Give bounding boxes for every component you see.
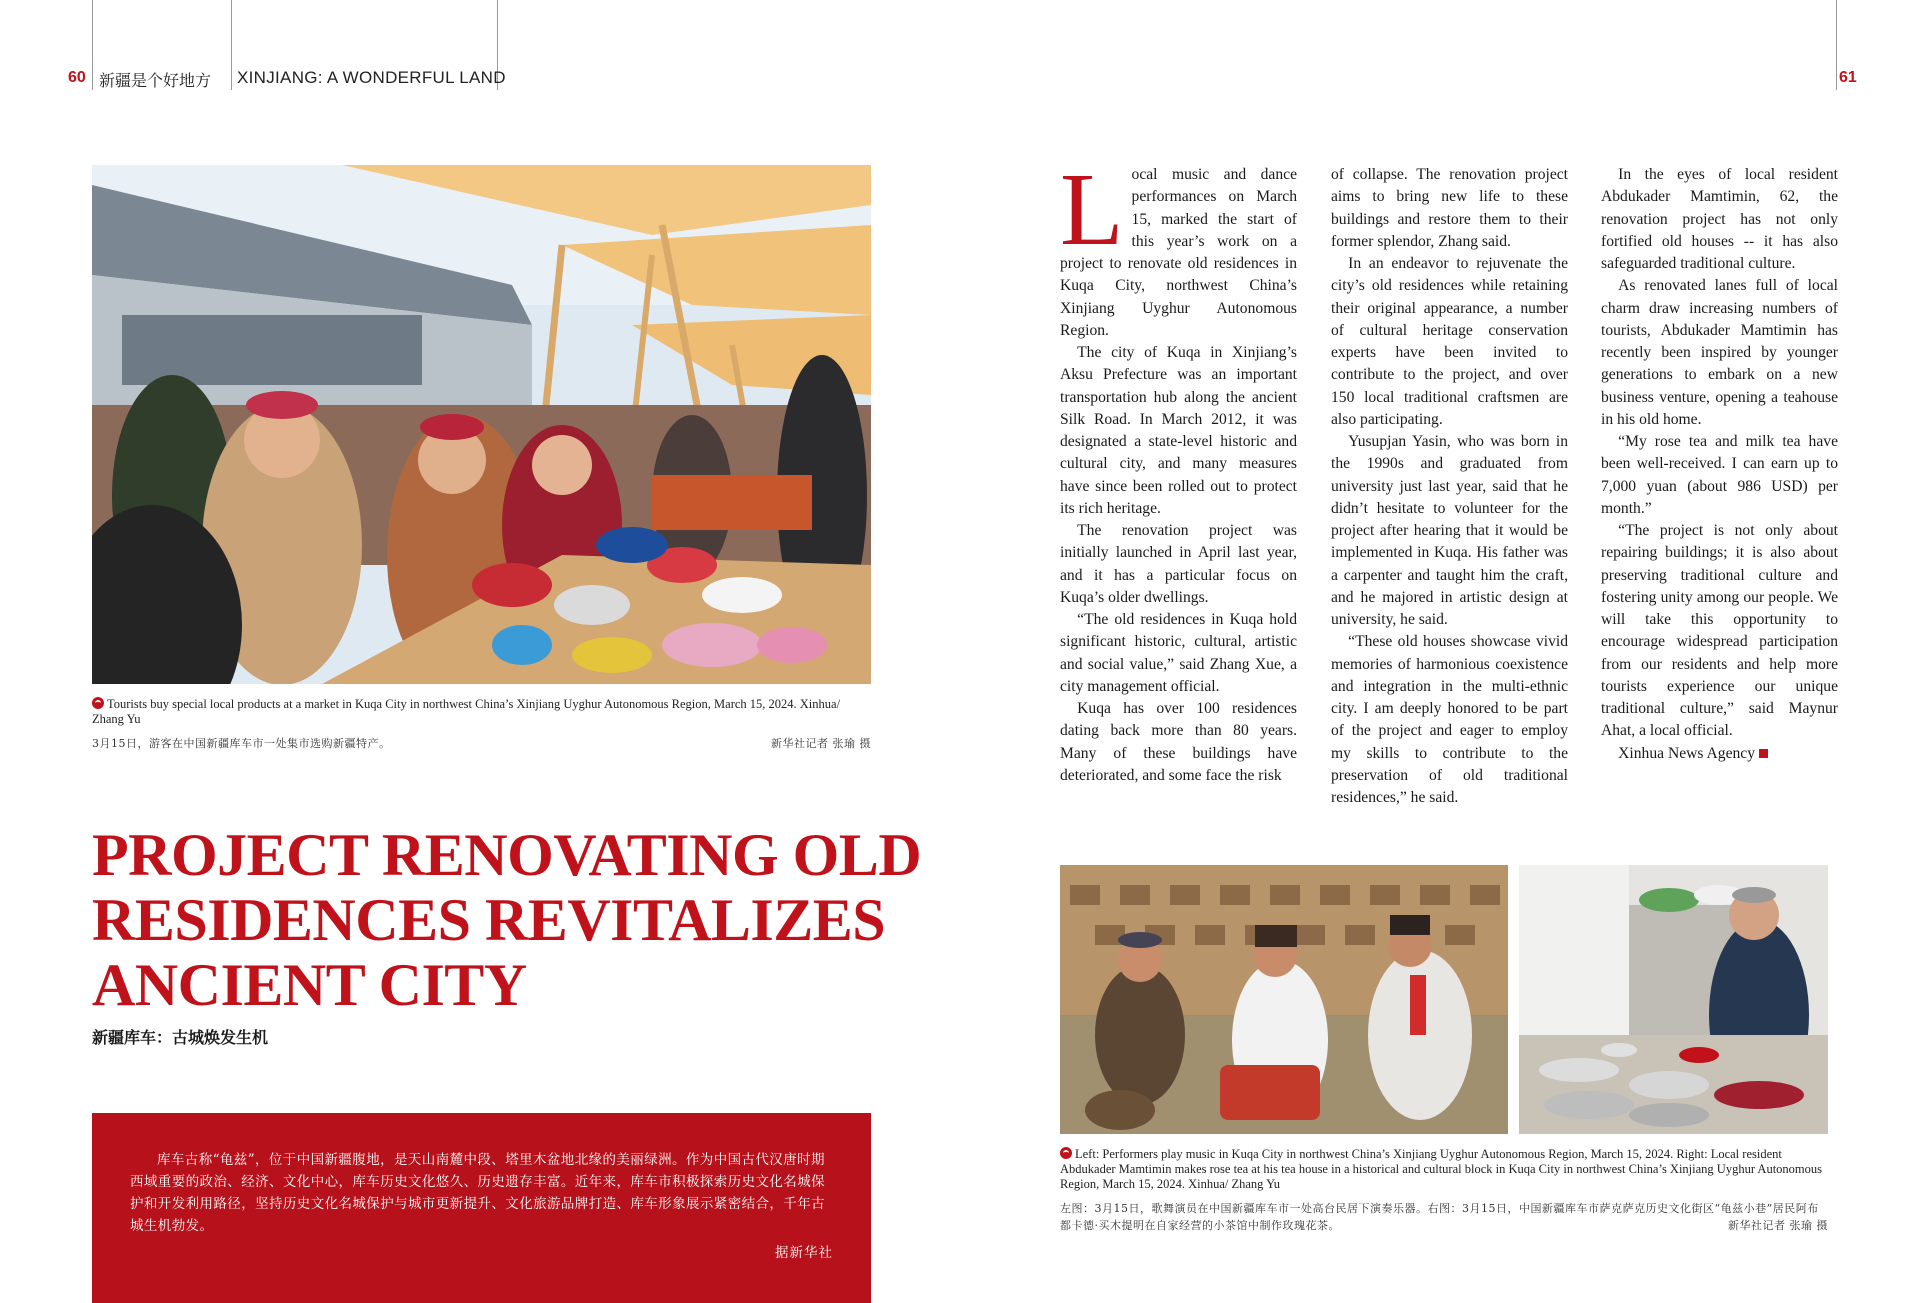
header-divider bbox=[231, 0, 232, 90]
article-paragraph: As renovated lanes full of local charm draw increasing numbers of tourists, Abdukader Mamtimin has recently been inspired by younger generations to embark on a new business venture, opening a teahouse in his old home. bbox=[1601, 277, 1838, 428]
performers-photo bbox=[1060, 865, 1508, 1134]
subtitle-cn: 新疆库车：古城焕发生机 bbox=[92, 1028, 269, 1047]
article-paragraph: In an endeavor to rejuvenate the city’s old residences while retaining their original appearance, a number of cultural heritage conservation experts have been invited to contribute to the project, and over 150 local traditional craftsmen are also participating. bbox=[1331, 255, 1568, 428]
section-title-cn: 新疆是个好地方 bbox=[99, 71, 212, 90]
header-divider bbox=[1836, 0, 1837, 90]
teahouse-photo bbox=[1519, 865, 1828, 1134]
article-paragraph: “The project is not only about repairing buildings; it is also about preserving traditional culture and fostering unity among our people. We will take this opportunity to encourage widespread participation from our residents and help more tourists experience our unique traditional culture,” said Maynur Ahat, a local official. bbox=[1601, 522, 1838, 740]
article-source: Xinhua News Agency bbox=[1618, 744, 1756, 762]
headline bbox=[92, 822, 922, 1018]
bottom-photos-credit: 新华社记者 张瑜 摄 bbox=[1722, 1217, 1828, 1233]
article-paragraph: The city of Kuqa in Xinjiang’s Aksu Prefecture was an important transportation hub along the ancient Silk Road. In March 2012, it was designated a state-level historic and cultural city, and many measures have since been rolled out to protect its rich heritage. bbox=[1060, 344, 1297, 517]
summary-text: 库车古称“龟兹”，位于中国新疆腹地，是天山南麓中段、塔里木盆地北缘的美丽绿洲。作为中国古代汉唐时期西域重要的政治、经济、文化中心，库车历史文化悠久、历史遗存丰富。近年来，库车市积极探索历史文化名城保护和开发利用路径，坚持历史文化名城保护与城市更新提升、文化旅游品牌打造、库车形象展示紧密结合，千年古城生机勃发。 bbox=[130, 1152, 825, 1234]
bottom-photos-caption: Left: Performers play music in Kuqa City in northwest China’s Xinjiang Uyghur Autonomous Region, March 15, 2024. Right: Local resident Abdukader Mamtimin makes rose tea at his tea house in a historical and cultural block in Kuqa City in northwest China’s Xinjiang Uyghur Autonomous Region, March 15, 2024. Xinhua/ Zhang Yu bbox=[1060, 1147, 1823, 1191]
article-paragraph: Local music and dance performances on March 15, marked the start of this year’s work on a project to renovate old residences in Kuqa City, northwest China’s Xinjiang Uyghur Autonomous Region. bbox=[1060, 152, 1297, 339]
article-paragraph: “The old residences in Kuqa hold significant historic, cultural, artistic and social value,” said Zhang Xue, a city management official. bbox=[1060, 611, 1297, 695]
article-paragraph: Yusupjan Yasin, who was born in the 1990s and graduated from university just last year, said that he didn’t hesitate to volunteer for the project after hearing that it would be implemented in Kuqa. His father was a carpenter and taught him the craft, and he majored in artistic design at university, he said. bbox=[1331, 433, 1568, 628]
headline-line: PROJECT RENOVATING OLD bbox=[92, 822, 922, 888]
page-number-left: 60 bbox=[68, 69, 86, 86]
header-divider bbox=[92, 0, 93, 90]
article-column-1 bbox=[1060, 152, 1297, 787]
market-photo bbox=[92, 165, 871, 684]
end-mark bbox=[1759, 749, 1768, 758]
summary-box bbox=[92, 1113, 871, 1303]
article-paragraph: “My rose tea and milk tea have been well-received. I can earn up to 7,000 yuan (about 986 USD) per month.” bbox=[1601, 433, 1838, 517]
article-paragraph: Kuqa has over 100 residences dating back more than 80 years. Many of these buildings have deteriorated, and some face the risk bbox=[1060, 700, 1297, 784]
market-photo-caption-cn: 3月15日，游客在中国新疆库车市一处集市选购新疆特产。 bbox=[92, 737, 391, 750]
article-paragraph: of collapse. The renovation project aims to bring new life to these buildings and restore them to their former splendor, Zhang said. bbox=[1331, 166, 1568, 250]
section-title-en: XINJIANG: A WONDERFUL LAND bbox=[237, 68, 506, 87]
article-column-2 bbox=[1331, 164, 1568, 809]
bottom-photos-caption-cn: 左图：3月15日，歌舞演员在中国新疆库车市一处高台民居下演奏乐器。右图：3月15日，中国新疆库车市萨克萨克历史文化街区“龟兹小巷”居民阿布都卡德·买木提明在自家经营的小茶馆中制作玫瑰花茶。 bbox=[1060, 1202, 1819, 1232]
xinhua-mark-icon bbox=[1060, 1147, 1072, 1159]
article-paragraph bbox=[1601, 743, 1838, 765]
market-photo-credit: 新华社记者 张瑜 摄 bbox=[771, 737, 871, 750]
article-column-3 bbox=[1601, 164, 1838, 765]
xinhua-mark-icon bbox=[92, 697, 104, 709]
headline-line: ANCIENT CITY bbox=[92, 952, 527, 1018]
drop-cap: L bbox=[1060, 152, 1124, 267]
article-paragraph: “These old houses showcase vivid memories of harmonious coexistence and integration in the multi-ethnic city. I am deeply honored to be part of the project and eager to employ my skills to contribute to the preservation of old traditional residences,” he said. bbox=[1331, 633, 1568, 806]
article-paragraph: The renovation project was initially launched in April last year, and it has a particular focus on Kuqa’s older dwellings. bbox=[1060, 522, 1297, 606]
headline-line: RESIDENCES REVITALIZES bbox=[92, 887, 886, 953]
page-number-right: 61 bbox=[1839, 69, 1857, 86]
right-page bbox=[960, 0, 1920, 1303]
summary-source: 据新华社 bbox=[775, 1245, 833, 1261]
market-photo-caption: Tourists buy special local products at a market in Kuqa City in northwest China’s Xinjiang Uyghur Autonomous Region, March 15, 2024. Xinhua/ Zhang Yu bbox=[92, 697, 841, 726]
article-paragraph: In the eyes of local resident Abdukader Mamtimin, 62, the renovation project has not only fortified old houses -- it has also safeguarded traditional culture. bbox=[1601, 166, 1838, 272]
